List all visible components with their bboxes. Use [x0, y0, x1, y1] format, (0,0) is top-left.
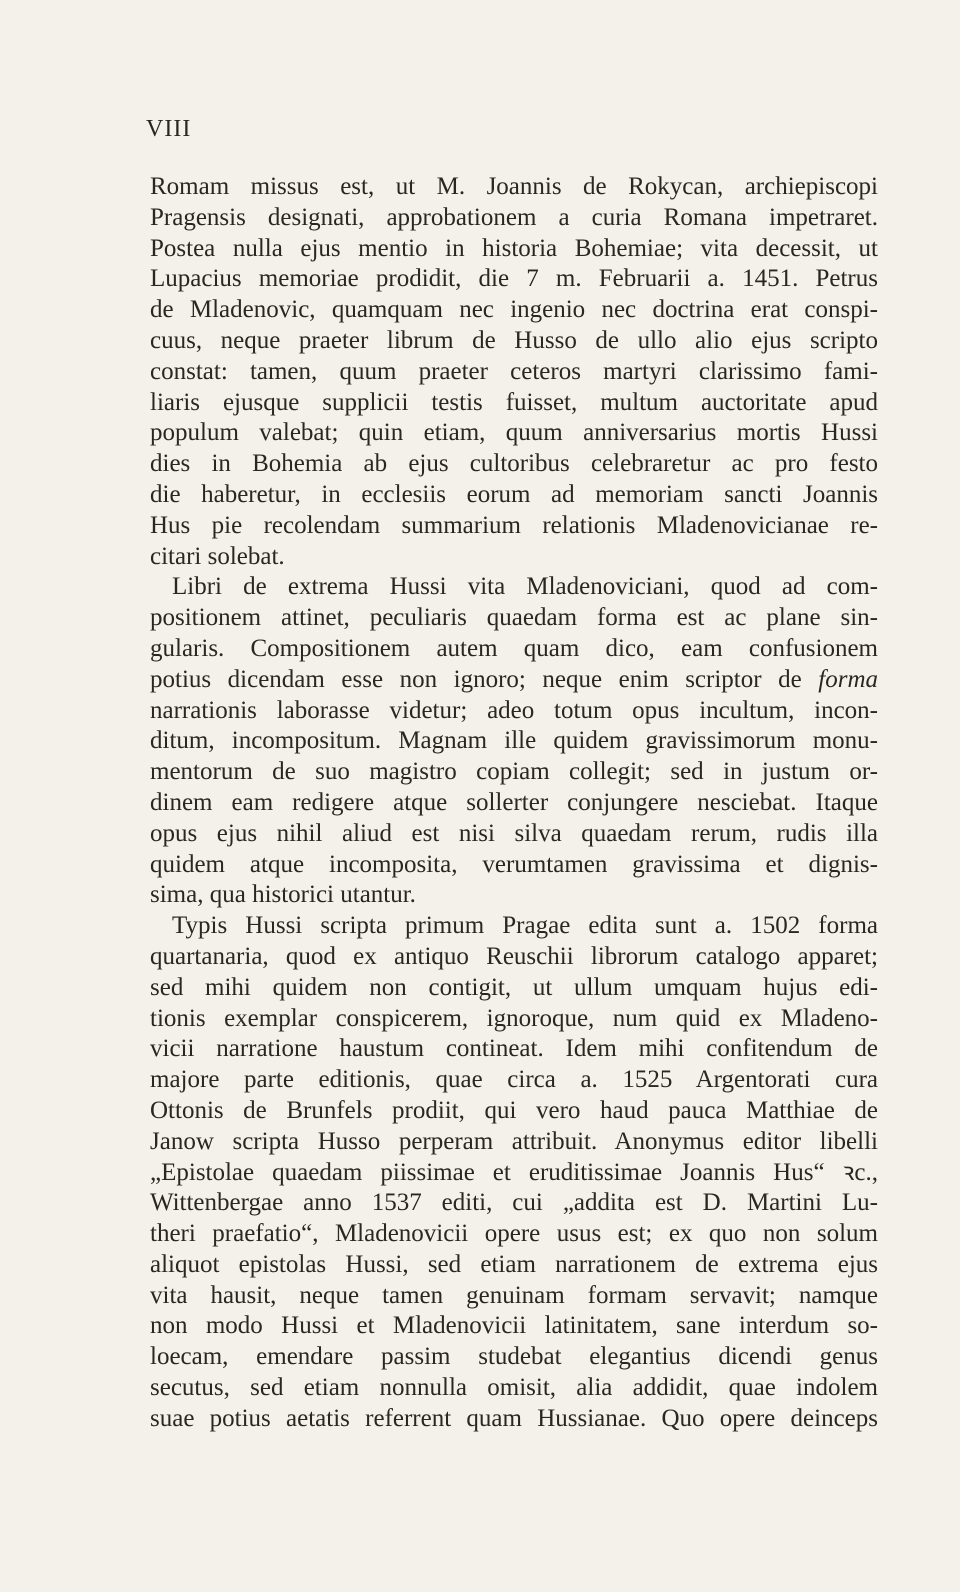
text-line: narrationis laborasse videtur; adeo totum opus incultum, incon-: [150, 696, 878, 724]
text-line: potius dicendam esse non ignoro; neque enim scriptor de forma: [150, 665, 878, 693]
text-line: non modo Hussi et Mladenovicii latinitatem, sane interdum so-: [150, 1312, 878, 1340]
text-line: Ottonis de Brunfels prodiit, qui vero haud pauca Matthiae de: [150, 1096, 878, 1124]
text-line: Wittenbergae anno 1537 editi, cui „addita est D. Martini Lu-: [150, 1189, 878, 1217]
text-line: loecam, emendare passim studebat elegantius dicendi genus: [150, 1343, 878, 1371]
text-line: Hus pie recolendam summarium relationis Mladenovicianae re-: [150, 511, 878, 539]
text-line: secutus, sed etiam nonnulla omisit, alia addidit, quae indolem: [150, 1374, 878, 1402]
text-line: liaris ejusque supplicii testis fuisset, multum auctoritate apud: [150, 388, 878, 416]
text-line: ditum, incompositum. Magnam ille quidem gravissimorum monu-: [150, 727, 878, 755]
text-line: cuus, neque praeter librum de Husso de ullo alio ejus scripto: [150, 326, 878, 354]
text-line: sima, qua historici utantur.: [150, 881, 416, 909]
text-line: Pragensis designati, approbationem a curia Romana impetraret.: [150, 203, 878, 231]
text-line: Libri de extrema Hussi vita Mladenoviciani, quod ad com-: [172, 573, 878, 601]
text-line: Typis Hussi scripta primum Pragae edita sunt a. 1502 forma: [172, 912, 878, 940]
text-line: positionem attinet, peculiaris quaedam forma est ac plane sin-: [150, 604, 878, 632]
body-text: [150, 172, 878, 1435]
text-line: opus ejus nihil aliud est nisi silva quaedam rerum, rudis illa: [150, 819, 878, 847]
text-line: de Mladenovic, quamquam nec ingenio nec doctrina erat conspi-: [150, 296, 878, 324]
text-line: gularis. Compositionem autem quam dico, eam confusionem: [150, 634, 878, 662]
page-number: VIII: [146, 116, 192, 142]
text-line: dies in Bohemia ab ejus cultoribus celebraretur ac pro festo: [150, 450, 878, 478]
text-line: „Epistolae quaedam piissimae et eruditissimae Joannis Hus“ ꝛc.,: [150, 1158, 878, 1186]
text-line: vita hausit, neque tamen genuinam formam servavit; namque: [150, 1281, 878, 1309]
text-line: quartanaria, quod ex antiquo Reuschii librorum catalogo apparet;: [150, 942, 878, 970]
text-line: constat: tamen, quum praeter ceteros martyri clarissimo fami-: [150, 357, 878, 385]
text-line: populum valebat; quin etiam, quum anniversarius mortis Hussi: [150, 419, 878, 447]
text-line: theri praefatio“, Mladenovicii opere usus est; ex quo non solum: [150, 1220, 878, 1248]
text-line: majore parte editionis, quae circa a. 1525 Argentorati cura: [150, 1066, 878, 1094]
text-line: Lupacius memoriae prodidit, die 7 m. Februarii a. 1451. Petrus: [150, 265, 878, 293]
text-line: sed mihi quidem non contigit, ut ullum umquam hujus edi-: [150, 973, 878, 1001]
text-line: dinem eam redigere atque sollerter conjungere nesciebat. Itaque: [150, 788, 878, 816]
text-line: quidem atque incomposita, verumtamen gravissima et dignis-: [150, 850, 878, 878]
text-line: aliquot epistolas Hussi, sed etiam narrationem de extrema ejus: [150, 1250, 878, 1278]
text-line: mentorum de suo magistro copiam collegit; sed in justum or-: [150, 758, 878, 786]
text-line: Janow scripta Husso perperam attribuit. Anonymus editor libelli: [150, 1127, 878, 1155]
italic-word: forma: [818, 665, 878, 693]
text-line: citari solebat.: [150, 542, 285, 570]
text-line: Postea nulla ejus mentio in historia Bohemiae; vita decessit, ut: [150, 234, 878, 262]
text-line: suae potius aetatis referrent quam Hussianae. Quo opere deinceps: [150, 1404, 878, 1432]
text-line: die haberetur, in ecclesiis eorum ad memoriam sancti Joannis: [150, 480, 878, 508]
text-line: Romam missus est, ut M. Joannis de Rokycan, archiepiscopi: [150, 173, 878, 200]
text-line: vicii narratione haustum contineat. Idem mihi confitendum de: [150, 1035, 878, 1063]
text-line: tionis exemplar conspicerem, ignoroque, num quid ex Mladeno-: [150, 1004, 878, 1032]
